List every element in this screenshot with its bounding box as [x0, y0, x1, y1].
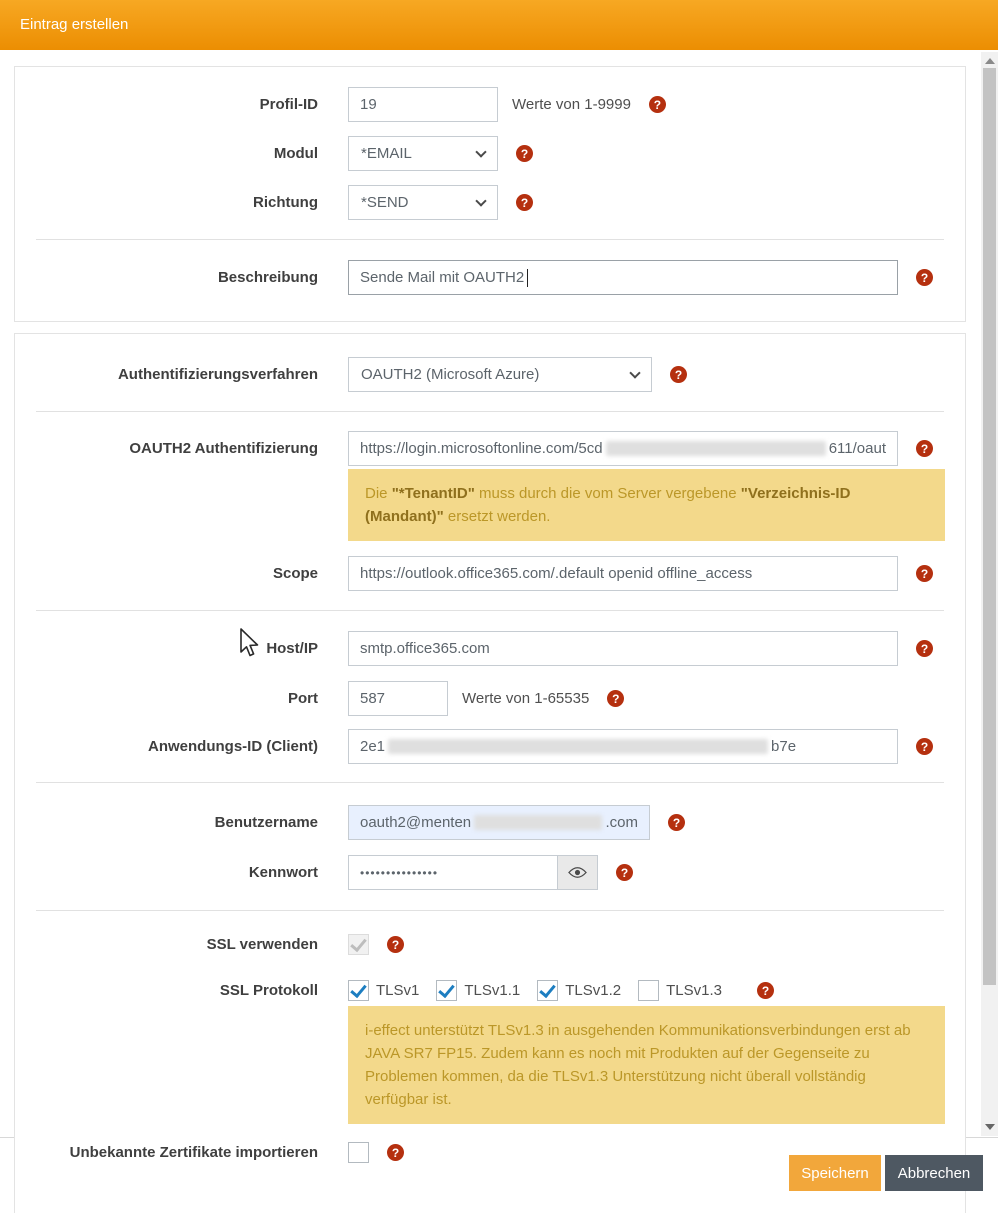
- vertical-scrollbar[interactable]: [981, 52, 998, 1136]
- modul-help-icon[interactable]: ?: [516, 145, 533, 162]
- cancel-button[interactable]: Abbrechen: [885, 1155, 983, 1191]
- scroll-down-arrow-icon[interactable]: [985, 1124, 995, 1130]
- tlsv1-2-checkbox[interactable]: [537, 980, 558, 1001]
- scroll-up-arrow-icon[interactable]: [985, 58, 995, 64]
- port-label: Port: [288, 690, 318, 707]
- scope-label: Scope: [272, 565, 318, 582]
- benutzername-label: Benutzername: [214, 814, 318, 831]
- oauth2-auth-label: OAUTH2 Authentifizierung: [129, 440, 318, 457]
- kennwort-input[interactable]: •••••••••••••••: [348, 855, 558, 890]
- tlsv1-option: [348, 980, 419, 1001]
- scrollbar-thumb[interactable]: [983, 68, 996, 985]
- richtung-label: Richtung: [253, 194, 318, 211]
- tlsv1-2-option: [537, 980, 621, 1001]
- oauth2-auth-input[interactable]: https://login.microsoftonline.com/5cd 611/oaut: [348, 431, 898, 466]
- richtung-select[interactable]: *SEND: [348, 185, 498, 220]
- ssl-protokoll-label: SSL Protokoll: [219, 982, 318, 999]
- row-port: [15, 681, 965, 716]
- profil-id-label: Profil-ID: [259, 96, 318, 113]
- text-caret: [527, 269, 528, 287]
- ssl-verwenden-help-icon[interactable]: ?: [387, 936, 404, 953]
- client-id-help-icon[interactable]: ?: [916, 738, 933, 755]
- benutzername-input[interactable]: oauth2@menten .com: [348, 805, 650, 840]
- host-label: Host/IP: [266, 640, 318, 657]
- auth-verfahren-select[interactable]: OAUTH2 (Microsoft Azure): [348, 357, 652, 392]
- separator: [36, 610, 944, 611]
- richtung-help-icon[interactable]: ?: [516, 194, 533, 211]
- row-kennwort: [15, 855, 965, 890]
- tlsv1-3-option: [638, 980, 722, 1001]
- chevron-down-icon: [475, 195, 486, 206]
- redacted-value: [606, 441, 826, 456]
- row-richtung: [15, 185, 965, 220]
- row-ssl-verwenden: [15, 934, 965, 955]
- auth-verfahren-help-icon[interactable]: ?: [670, 366, 687, 383]
- dialog-title: Eintrag erstellen: [20, 16, 129, 33]
- panel-basic: [14, 66, 966, 322]
- tlsv1-2-label: TLSv1.2: [565, 982, 622, 999]
- row-beschreibung: [15, 260, 965, 295]
- host-input[interactable]: smtp.office365.com: [348, 631, 898, 666]
- row-benutzername: [15, 805, 965, 840]
- oauth2-auth-help-icon[interactable]: ?: [916, 440, 933, 457]
- show-password-button[interactable]: [558, 855, 598, 890]
- tlsv1-3-label: TLSv1.3: [666, 982, 722, 999]
- profil-id-input[interactable]: 19: [348, 87, 498, 122]
- row-modul: [15, 136, 965, 171]
- tlsv1-1-checkbox[interactable]: [436, 980, 457, 1001]
- chevron-down-icon: [475, 146, 486, 157]
- chevron-down-icon: [629, 367, 640, 378]
- ssl-verwenden-label: SSL verwenden: [206, 936, 318, 953]
- kennwort-label: Kennwort: [248, 864, 318, 881]
- row-oauth2-auth: [15, 431, 965, 466]
- separator: [36, 239, 944, 240]
- row-client-id: [15, 729, 965, 764]
- dialog-header: [0, 0, 998, 50]
- row-auth-verfahren: [15, 357, 965, 392]
- save-button[interactable]: Speichern: [789, 1155, 881, 1191]
- tlsv1-checkbox[interactable]: [348, 980, 369, 1001]
- modul-select[interactable]: *EMAIL: [348, 136, 498, 171]
- beschreibung-input[interactable]: Sende Mail mit OAUTH2: [348, 260, 898, 295]
- port-input[interactable]: 587: [348, 681, 448, 716]
- row-profil-id: [15, 87, 965, 122]
- eye-icon: [568, 866, 587, 879]
- auth-verfahren-label: Authentifizierungsverfahren: [117, 366, 318, 383]
- form-scroll-area: [0, 50, 998, 1161]
- redacted-value: [388, 739, 768, 754]
- modul-label: Modul: [273, 145, 318, 162]
- separator: [36, 782, 944, 783]
- scope-help-icon[interactable]: ?: [916, 565, 933, 582]
- benutzername-help-icon[interactable]: ?: [668, 814, 685, 831]
- client-id-label: Anwendungs-ID (Client): [148, 738, 318, 755]
- tenant-warning-box: Die "*TenantID" muss durch die vom Server vergebene "Verzeichnis-ID (Mandant)" ersetzt werden.: [348, 469, 945, 541]
- tlsv1-1-option: [436, 980, 520, 1001]
- kennwort-help-icon[interactable]: ?: [616, 864, 633, 881]
- tlsv1-3-checkbox[interactable]: [638, 980, 659, 1001]
- ssl-verwenden-checkbox: [348, 934, 369, 955]
- row-ssl-protokoll: [15, 980, 965, 1001]
- beschreibung-help-icon[interactable]: ?: [916, 269, 933, 286]
- zertifikate-label: Unbekannte Zertifikate importieren: [69, 1144, 318, 1161]
- beschreibung-label: Beschreibung: [217, 269, 318, 286]
- row-scope: [15, 556, 965, 591]
- port-help-icon[interactable]: ?: [607, 690, 624, 707]
- client-id-input[interactable]: 2e1 b7e: [348, 729, 898, 764]
- ssl-protokoll-help-icon[interactable]: ?: [757, 982, 774, 999]
- redacted-value: [474, 815, 602, 830]
- tls-warning-box: i-effect unterstützt TLSv1.3 in ausgehenden Kommunikationsverbindungen erst ab JAVA SR7 FP15. Zudem kann es noch mit Produkten auf der Gegenseite zu Problemen kommen, da die TLSv1.3 Unterstützung nicht überall vollständig verfügbar ist.: [348, 1006, 945, 1124]
- tlsv1-label: TLSv1: [376, 982, 420, 999]
- host-help-icon[interactable]: ?: [916, 640, 933, 657]
- separator: [36, 411, 944, 412]
- row-host: [15, 631, 965, 666]
- dialog-footer: [789, 1155, 983, 1191]
- panel-connection: [14, 333, 966, 1213]
- zertifikate-checkbox[interactable]: [348, 1142, 369, 1163]
- port-hint: Werte von 1-65535: [462, 690, 590, 707]
- profil-id-help-icon[interactable]: ?: [649, 96, 666, 113]
- zertifikate-help-icon[interactable]: ?: [387, 1144, 404, 1161]
- separator: [36, 910, 944, 911]
- profil-id-hint: Werte von 1-9999: [512, 96, 631, 113]
- tlsv1-1-label: TLSv1.1: [464, 982, 521, 999]
- scope-input[interactable]: https://outlook.office365.com/.default openid offline_access: [348, 556, 898, 591]
